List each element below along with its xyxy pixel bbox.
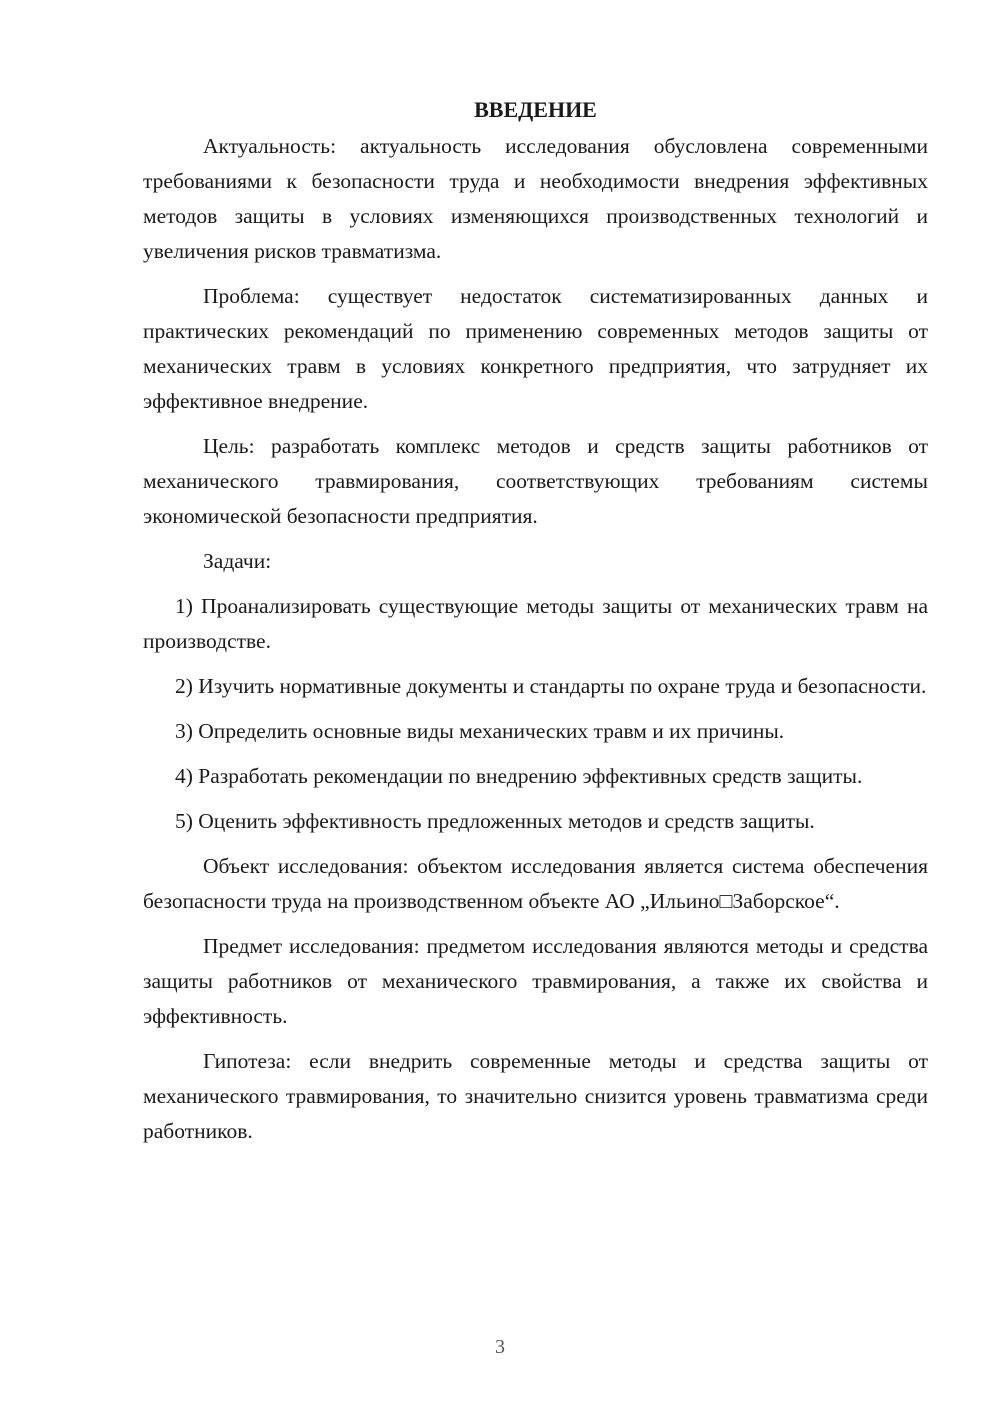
section-title: ВВЕДЕНИЕ — [474, 97, 597, 122]
task-item-2: 2) Изучить нормативные документы и стандарты по охране труда и безопасности. — [175, 674, 927, 698]
document-body — [143, 93, 928, 1149]
paragraph-problem: Проблема: существует недостаток систематизированных данных и практических рекомендаций по применению современных методов защиты от механических травм в условиях конкретного предприятия, что затрудняет их эффективное внедрение. — [143, 284, 928, 413]
paragraph-subject: Предмет исследования: предметом исследования являются методы и средства защиты работников от механического травмирования, а также их свойства и эффективность. — [143, 934, 928, 1028]
paragraph-object: Объект исследования: объектом исследования является система обеспечения безопасности труда на производственном объекте АО „Ильино□Заборское“. — [143, 854, 928, 913]
task-item-4: 4) Разработать рекомендации по внедрению эффективных средств защиты. — [175, 764, 863, 788]
task-item-3: 3) Определить основные виды механических травм и их причины. — [175, 719, 785, 743]
task-item-5: 5) Оценить эффективность предложенных методов и средств защиты. — [175, 809, 815, 833]
paragraph-relevance: Актуальность: актуальность исследования обусловлена современными требованиями к безопасности труда и необходимости внедрения эффективных методов защиты в условиях изменяющихся производственных технологий и увеличения рисков травматизма. — [143, 134, 928, 263]
paragraph-hypothesis: Гипотеза: если внедрить современные методы и средства защиты от механического травмирования, то значительно снизится уровень травматизма среди работников. — [143, 1049, 928, 1143]
paragraph-goal: Цель: разработать комплекс методов и средств защиты работников от механического травмирования, соответствующих требованиям системы экономической безопасности предприятия. — [143, 434, 928, 528]
page-number: 3 — [495, 1336, 505, 1358]
paragraph-tasks-heading: Задачи: — [203, 549, 272, 573]
task-item-1: 1) Проанализировать существующие методы защиты от механических травм на производстве. — [143, 594, 928, 653]
